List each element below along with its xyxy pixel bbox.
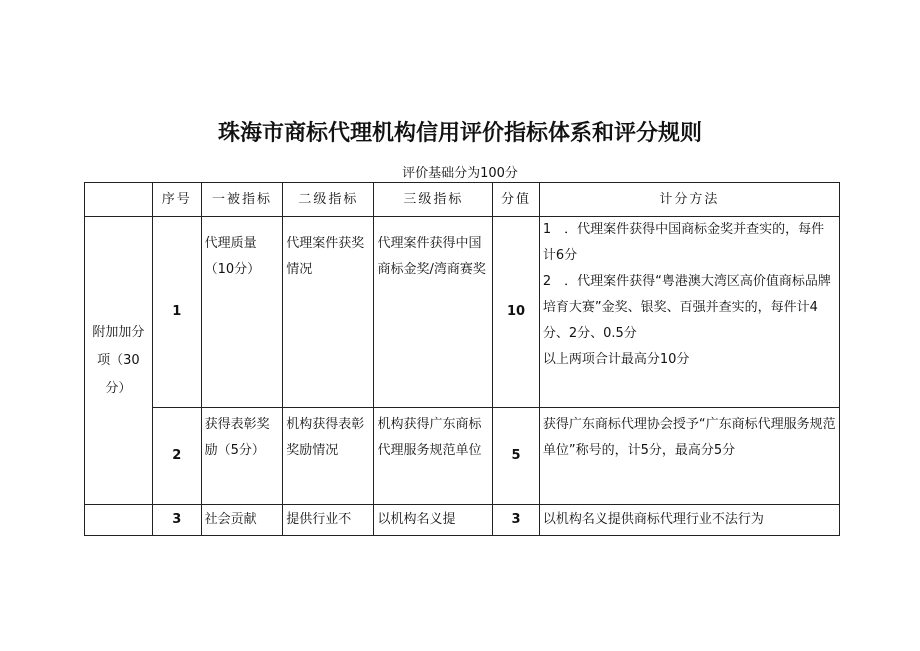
row-number: 3 [152, 505, 201, 536]
method-cell [539, 217, 839, 408]
header-group [85, 183, 153, 217]
level2-cell: 代理案件获奖情况 [283, 217, 374, 408]
level3-cell: 以机构名义提 [374, 505, 493, 536]
header-level1: 一被指标 [201, 183, 283, 217]
header-number: 序号 [152, 183, 201, 217]
level2-cell: 机构获得表彰奖励情况 [283, 408, 374, 505]
row-number: 2 [152, 408, 201, 505]
level1-cell: 获得表彰奖励（5分） [201, 408, 283, 505]
header-level3: 三级指标 [374, 183, 493, 217]
method-line: 以上两项合计最高分10分 [542, 352, 690, 367]
table-row [85, 505, 840, 536]
score-cell: 3 [493, 505, 540, 536]
level1-cell: 社会贡献 [201, 505, 283, 536]
table-row [85, 408, 840, 505]
method-line: 1 ．代理案件获得中国商标金奖并查实的，每件计6分 [542, 222, 825, 263]
level3-cell: 机构获得广东商标代理服务规范单位 [374, 408, 493, 505]
score-cell: 5 [493, 408, 540, 505]
method-line: 2 ．代理案件获得“粤港澳大湾区高价值商标品牌培育大赛”金奖、银奖、百强并查实的，每件计4分、2分、0.5分 [542, 274, 831, 341]
row-number: 1 [152, 217, 201, 408]
method-cell [539, 505, 839, 536]
method-line: 获得广东商标代理协会授予“广东商标代理服务规范单位”称号的，计5分，最高分5分 [542, 417, 836, 458]
table-header-row [85, 183, 840, 217]
score-cell: 10 [493, 217, 540, 408]
header-score: 分值 [493, 183, 540, 217]
group-cell: 附加加分项（30分） [85, 217, 153, 505]
header-level2: 二级指标 [283, 183, 374, 217]
document-subtitle: 评价基础分为100分 [402, 166, 518, 181]
level2-cell: 提供行业不 [283, 505, 374, 536]
level3-cell: 代理案件获得中国商标金奖/湾商赛奖 [374, 217, 493, 408]
method-line: 以机构名义提供商标代理行业不法行为 [542, 512, 764, 527]
method-cell [539, 408, 839, 505]
table-row [85, 217, 840, 408]
header-method: 计分方法 [539, 183, 839, 217]
document-title: 珠海市商标代理机构信用评价指标体系和评分规则 [217, 121, 702, 146]
group-cell-empty [85, 505, 153, 536]
level1-cell: 代理质量（10分） [201, 217, 283, 408]
evaluation-table [84, 182, 840, 536]
